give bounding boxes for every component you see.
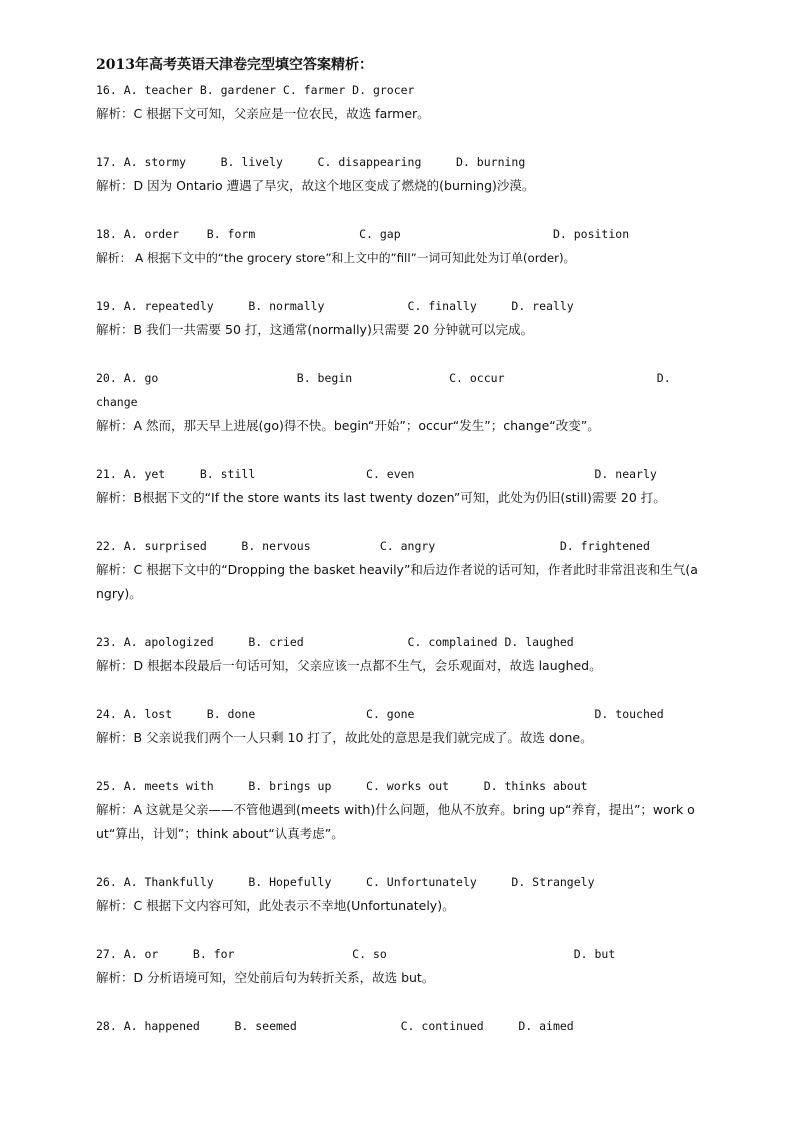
question-analysis: 解析：C 根据下文可知，父亲应是一位农民，故选 farmer。	[96, 106, 430, 121]
question-item-17	[96, 150, 700, 198]
question-options: 20. A. go B. begin C. occur D. change	[96, 371, 678, 409]
question-analysis: 解析： A 根据下文中的“the grocery store”和上文中的”fill”一词可知此处为订单(order)。	[96, 251, 576, 265]
question-options: 23. A. apologized B. cried C. complained D. laughed	[96, 635, 574, 649]
question-item-23	[96, 630, 700, 678]
question-options: 28. A. happened B. seemed C. continued D. aimed	[96, 1019, 574, 1033]
question-analysis: 解析：A 这就是父亲——不管他遇到(meets with)什么问题，他从不放弃。bring up“养育，提出”；work out“算出，计划”；think about“认真考虑”。	[96, 802, 695, 841]
question-analysis: 解析：C 根据下文内容可知，此处表示不幸地(Unfortunately)。	[96, 898, 455, 913]
question-analysis: 解析：B 父亲说我们两个一人只剩 10 打了，故此处的意思是我们就完成了。故选 done。	[96, 730, 593, 745]
question-item-18	[96, 222, 700, 270]
question-item-19	[96, 294, 700, 342]
question-options: 25. A. meets with B. brings up C. works out D. thinks about	[96, 779, 588, 793]
question-options: 21. A. yet B. still C. even D. nearly	[96, 467, 657, 481]
question-options: 17. A. stormy B. lively C. disappearing D. burning	[96, 155, 526, 169]
question-item-27	[96, 942, 700, 990]
question-item-24	[96, 702, 700, 750]
question-options: 22. A. surprised B. nervous C. angry D. frightened	[96, 539, 650, 553]
question-analysis: 解析：B 我们一共需要 50 打，这通常(normally)只需要 20 分钟就可以完成。	[96, 322, 534, 337]
question-item-20	[96, 366, 700, 438]
question-options: 16. A. teacher B. gardener C. farmer D. grocer	[96, 83, 415, 97]
document-title: 2013年高考英语天津卷完型填空答案精析：	[96, 57, 373, 73]
question-options: 26. A. Thankfully B. Hopefully C. Unfortunately D. Strangely	[96, 875, 595, 889]
question-options: 24. A. lost B. done C. gone D. touched	[96, 707, 664, 721]
question-options: 19. A. repeatedly B. normally C. finally D. really	[96, 299, 574, 313]
question-options: 27. A. or B. for C. so D. but	[96, 947, 616, 961]
question-analysis: 解析：C 根据下文中的“Dropping the basket heavily”和后边作者说的话可知，作者此时非常沮丧和生气(angry)。	[96, 562, 698, 601]
question-item-28	[96, 1014, 700, 1038]
question-item-25	[96, 774, 700, 846]
question-item-21	[96, 462, 700, 510]
question-analysis: 解析：D 根据本段最后一句话可知，父亲应该一点都不生气，会乐观面对，故选 laughed。	[96, 658, 602, 673]
question-analysis: 解析：A 然而，那天早上进展(go)得不快。begin“开始”；occur“发生”；change“改变”。	[96, 418, 600, 433]
document-page	[96, 54, 700, 1062]
question-item-16	[96, 78, 700, 126]
question-options: 18. A. order B. form C. gap D. position	[96, 227, 630, 241]
question-analysis: 解析：D 因为 Ontario 遭遇了旱灾，故这个地区变成了燃烧的(burning)沙漠。	[96, 178, 535, 193]
question-item-22	[96, 534, 700, 606]
question-analysis: 解析：B根据下文的“If the store wants its last twenty dozen”可知，此处为仍旧(still)需要 20 打。	[96, 490, 666, 505]
question-analysis: 解析：D 分析语境可知，空处前后句为转折关系，故选 but。	[96, 970, 435, 985]
question-item-26	[96, 870, 700, 918]
